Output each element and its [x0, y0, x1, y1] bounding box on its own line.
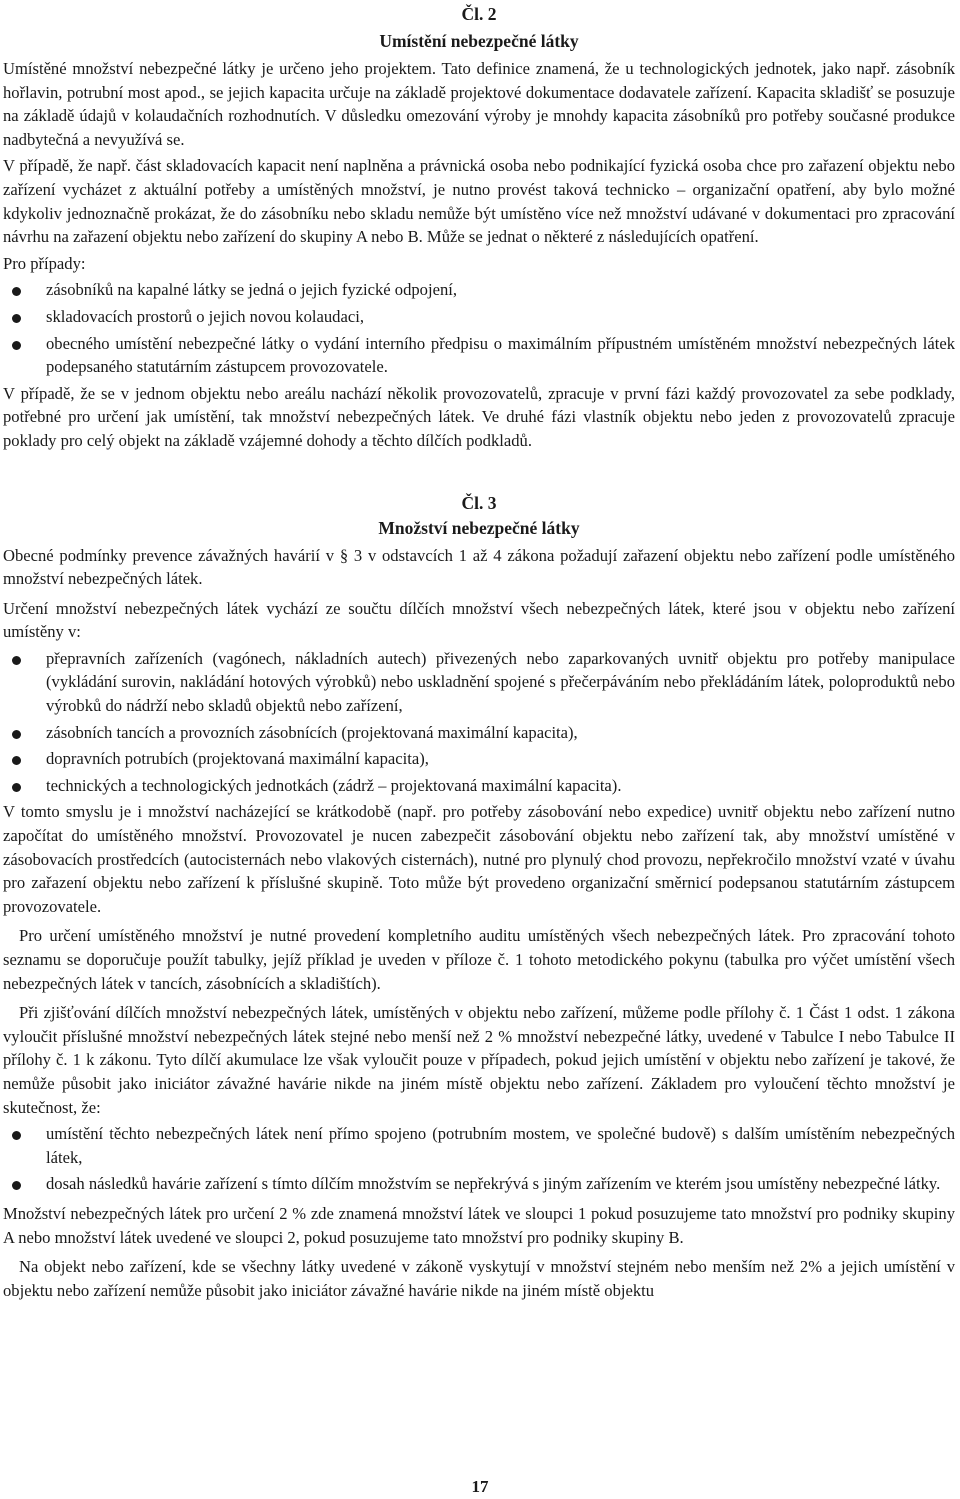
bullet-icon	[12, 1131, 21, 1140]
paragraph: V tomto smyslu je i množství nacházející se krátkodobě (např. pro potřeby zásobování nebo expedice) uvnitř objektu nebo zařízení nutno započítat do umístěného množství. Provozovatel je nucen zabezpečit zásobování objektu nebo zařízení tak, aby množství umístěné v zásobovacích prostředcích (autocisternách nebo vlakových cisternách), nutné pro plynulý chod provozu, nepřekročilo množství vzaté v úvahu pro zařazení objektu nebo zařízení k příslušné skupině. Toto může být provedeno organizační směrnicí podepsanou statutárním zástupcem provozovatele.	[3, 802, 955, 916]
paragraph: Určení množství nebezpečných látek vychází ze součtu dílčích množství všech nebezpečných látek, které jsou v objektu nebo zařízení umístěny v:	[3, 598, 955, 642]
article-title: Umístění nebezpečné látky	[379, 31, 579, 51]
list-item-text: přepravních zařízeních (vagónech, nákladních autech) přivezených nebo zaparkovaných uvnitř objektu pro potřeby manipulace (vykládání surovin, nakládání hotových výrobků) nebo uskladnění spojené s přečerpáváním nebo překládáním látek, poloproduktů nebo výrobků do nádrží nebo skladů objektů nebo zařízení,	[46, 648, 955, 716]
paragraph: Umístěné množství nebezpečné látky je určeno jeho projektem. Tato definice znamená, že u technologických jednotek, jako např. zásobník hořlavin, potrubní most apod., se jejich kapacita určuje na základě projektové dokumentace dodavatele zařízení. Kapacita skladišť se posuzuje na základě údajů v kolaudačních rozhodnutích. V důsledku omezování výroby je mnohdy kapacita zásobníků pro potřeby současné produkce nadbytečná a nevyužívá se.	[3, 59, 955, 149]
paragraph: V případě, že např. část skladovacích kapacit není naplněna a právnická osoba nebo podnikající fyzická osoba chce pro zařazení objektu nebo zařízení vycházet z aktuální potřeby a umístěných množství, je nutno provést taková technicko – organizační opatření, aby bylo možné kdykoliv jednoznačně prokázat, že do zásobníku nebo skladu nemůže být umístěno více než množství udávané v dokumentaci pro zpracování návrhu na zařazení objektu nebo zařízení do skupiny A nebo B. Může se jednat o některé z následujících opatření.	[3, 156, 955, 247]
bullet-icon	[12, 783, 21, 792]
bullet-icon	[12, 730, 21, 739]
list-item-text: zásobníků na kapalné látky se jedná o jejich fyzické odpojení,	[46, 280, 458, 300]
bullet-icon	[12, 756, 21, 765]
list-item-text: dosah následků havárie zařízení s tímto dílčím množstvím se nepřekrývá s jiným zařízením ve kterém jsou umístěny nebezpečné látky.	[46, 1174, 941, 1194]
list-item	[3, 747, 955, 771]
article-3	[3, 491, 955, 1303]
list-item	[3, 774, 955, 798]
list-item-text: zásobních tancích a provozních zásobnících (projektovaná maximální kapacita),	[46, 722, 578, 742]
bullet-icon	[12, 656, 21, 665]
article-2	[3, 0, 955, 453]
list-item	[3, 1122, 955, 1169]
list-item-text: skladovacích prostorů o jejich novou kolaudaci,	[46, 306, 364, 326]
article-title: Množství nebezpečné látky	[378, 517, 580, 538]
page-number: 17	[471, 1477, 489, 1496]
document-page	[3, 0, 955, 1302]
paragraph: Pro určení umístěného množství je nutné provedení kompletního auditu umístěných všech nebezpečných látek. Pro zpracování tohoto seznamu se doporučuje použít tabulky, jejíž příklad je uveden v příloze č. 1 tohoto metodického pokynu (tabulka pro výčet umístění všech nebezpečných látek v tancích, zásobnících a skladištích).	[3, 926, 955, 993]
bullet-list	[3, 278, 955, 378]
bullet-icon	[12, 314, 21, 323]
bullet-list	[3, 647, 955, 798]
paragraph: Na objekt nebo zařízení, kde se všechny látky uvedené v zákoně vyskytují v množství stejném nebo menším než 2% a jejich umístění v objektu nebo zařízení nemůže působit jako iniciátor závažné havárie nikde na jiném místě objektu	[3, 1257, 955, 1300]
list-item-text: technických a technologických jednotkách (zádrž – projektovaná maximální kapacita).	[46, 775, 622, 795]
paragraph: V případě, že se v jednom objektu nebo areálu nachází několik provozovatelů, zpracuje v první fázi každý provozovatel za sebe podklady, potřebné pro určení jak umístění, tak množství nebezpečných látek. Ve druhé fázi vlastník objektu nebo jeden z provozovatelů zpracuje poklady pro celý objekt na základě vzájemné dohody a těchto dílčích podkladů.	[3, 383, 955, 450]
list-item	[3, 278, 955, 302]
paragraph: Obecné podmínky prevence závažných havárií v § 3 v odstavcích 1 až 4 zákona požadují zařazení objektu nebo zařízení podle umístěného množství nebezpečných látek.	[3, 545, 955, 589]
article-number: Čl. 3	[461, 492, 497, 513]
list-item	[3, 647, 955, 718]
paragraph: Při zjišťování dílčích množství nebezpečných látek, umístěných v objektu nebo zařízení, můžeme podle přílohy č. 1 Část 1 odst. 1 zákona vyloučit příslušné množství nebezpečných látek stejné nebo menší než 2 % množství nebezpečné látky, uvedené v Tabulce I nebo Tabulce II přílohy č. 1 k zákonu. Tyto dílčí akumulace lze však vyloučit pouze v případech, pokud jejich umístění v objektu nebo zařízení je takové, že nemůže působit jako iniciátor závažné havárie nikde na jiném místě objektu nebo zařízení. Základem pro vyloučení těchto množství je skutečnost, že:	[3, 1003, 955, 1117]
list-item-text: dopravních potrubích (projektovaná maximální kapacita),	[46, 749, 429, 769]
bullet-icon	[12, 287, 21, 296]
list-item-text: umístění těchto nebezpečných látek není přímo spojeno (potrubním mostem, ve společné budově) s dalším umístěním nebezpečných látek,	[46, 1124, 955, 1167]
paragraph: Pro případy:	[3, 253, 86, 273]
list-item	[3, 332, 955, 379]
bullet-icon	[12, 341, 21, 350]
bullet-list	[3, 1122, 955, 1196]
list-item	[3, 1172, 955, 1196]
article-number: Čl. 2	[461, 4, 497, 24]
list-item	[3, 305, 955, 329]
paragraph: Množství nebezpečných látek pro určení 2 % zde znamená množství látek ve sloupci 1 pokud posuzujeme tato množství pro podniky skupiny A nebo množství látek uvedené ve sloupci 2, pokud posuzujeme tato množství pro podniky skupiny B.	[3, 1203, 955, 1247]
bullet-icon	[12, 1181, 21, 1190]
list-item	[3, 721, 955, 745]
list-item-text: obecného umístění nebezpečné látky o vydání interního předpisu o maximálním přípustném umístěném množství nebezpečných látek podepsaného statutárním zástupcem provozovatele.	[46, 333, 955, 377]
